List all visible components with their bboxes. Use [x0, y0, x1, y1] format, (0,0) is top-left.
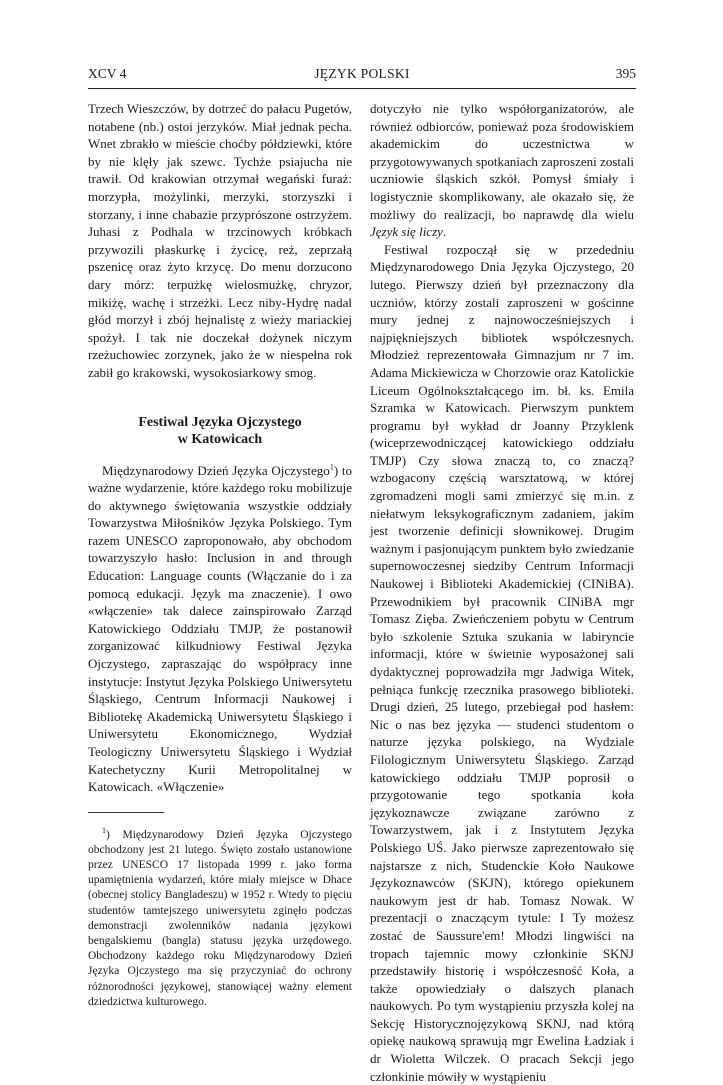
left-column: [88, 100, 352, 1010]
volume-label: XCV 4: [88, 66, 127, 81]
paragraph-intro: [88, 462, 352, 796]
page-number: 395: [615, 66, 636, 81]
running-header: [88, 66, 636, 88]
footnote-text: ) Międzynarodowy Dzień Języka Ojczystego obchodzony jest 21 lutego. Święto zostało ustanowione przez UNESCO 17 listopada 1999 r. jako forma upamiętnienia wydarzeń, które miały miejsce w Dhace (obecnej stolicy Bangladeszu) w 1952 r. Wtedy to pięciu studentów tamtejszego uniwersytetu zginęło podczas demonstracji zwolenników nadania językowi bengalskiemu (bangla) statusu języka urzędowego. Obchodzony każdego roku Międzynarodowy Dzień Języka Ojczystego ma się przyczyniać do ochrony różnorodności językowej, stanowiącej ważny element dziedzictwa kulturowego.: [88, 828, 352, 1008]
footnote-number: 1: [102, 825, 106, 835]
paragraph-continued-end: .: [442, 224, 447, 240]
paragraph-intro-start: Międzynarodowy Dzień Języka Ojczystego: [102, 462, 330, 478]
header-rule: [88, 88, 636, 89]
section-heading: [88, 414, 352, 448]
footnote-marker[interactable]: 1: [329, 462, 334, 472]
journal-title: JĘZYK POLSKI: [314, 66, 410, 81]
footnote-rule: [88, 812, 164, 813]
italic-phrase: Język się liczy: [370, 224, 443, 240]
footnote: [88, 823, 352, 1010]
right-column: [370, 100, 634, 1085]
paragraph-intro-rest: ) to ważne wydarzenie, które każdego roku mobilizuje do aktywnego świętowania wszystkie oddziały Towarzystwa Miłośników Języka Polskiego. Tym razem UNESCO zaproponowało, aby obchodom towarzyszyło hasło: Inclusion in and through Education: Language counts (Włączanie do i za pomocą edukacji. Język ma znaczenie). I owo «włączenie» tak dalece zainspirowało Zarząd Katowickiego Oddziału TMJP, że postanowił zorganizować kilkudniowy Festiwal Języka Ojczystego, zapraszając do współpracy inne instytucje: Instytut Języka Polskiego Uniwersytetu Śląskiego, Centrum Informacji Naukowej i Bibliotekę Akademicką Uniwersytetu Śląskiego i Uniwersytetu Ekonomicznego, Wydział Teologiczny Uniwersytetu Śląskiego i Wydział Katechetyczny Kurii Metropolitalnej w Katowicach. «Włączenie»: [88, 462, 352, 795]
paragraph-continued-text: dotyczyło nie tylko współorganizatorów, ale również odbiorców, ponieważ poza środowiskiem akademickim do uczestnictwa w przygotowywanych spotkaniach zaproszeni zostali uczniowie śląskich szkół. Pomysł śmiały i logistycznie skomplikowany, ale okazało się, że możliwy do realizacji, bo naprawdę dla wielu: [370, 101, 634, 222]
paragraph-continuation: Trzech Wieszczów, by dotrzeć do pałacu Pugetów, notabene (nb.) ostoi jerzyków. Miał jednak pecha. Wnet zbrakło w mieście choćby półdziewki, które by nie klęły jak szewc. Tychże psiajucha nie trawił. Od krakowian otrzymał wegański furaż: morzypła, możylinki, merzyki, storzyszki i storzany, i inne chabazie przyprószone ostrzyżem. Juhasi z Podhala w trzcinowych króbkach przywozili płaskurkę i życicę, reż, zeprzałą pszenicę oraz żyto krzycę. Do menu dorzucono dary mórz: terpużkę wielosmużkę, chryzor, mikiżę, wachę i strzeżki. Lecz niby-Hydrę nadal głód morzył i zbój hejnalistę z wieży mariackiej spożył. I tak nie doczekał dożynek niczym rzeżuchowiec zorzynek, jako że w niespełna rok zabił go krakowski, wysokosiarkowy smog.: [88, 101, 352, 380]
paragraph-continued: [370, 100, 634, 241]
section-heading-line-1: Festiwal Języka Ojczystego: [138, 414, 302, 430]
paragraph-festival: Festiwal rozpoczął się w przededniu Międzynarodowego Dnia Języka Ojczystego, 20 lutego. Pierwszy dzień był przeznaczony dla uczniów, którzy zostali zaproszeni w gościnne mury jednej z najnowocześniejszych i najpiękniejszych bibliotek współczesnych. Młodzież reprezentowała Gimnazjum nr 7 im. Adama Mickiewicza w Chorzowie oraz Katolickie Liceum Ogólnokształcącego im. bł. ks. Emila Szramka w Katowicach. Pierwszym punktem programu był wykład dr Joanny Przyklenk (wiceprzewodniczącej katowickiego oddziału TMJP) Czy słowa znaczą to, co znaczą? wzbogacony częścią warsztatową, w której zgromadzeni mogli sami zmierzyć się m.in. z niełatwym leksykograficznym zadaniem, jakim jest tworzenie definicji słownikowej. Drugim ważnym i pasjonującym punktem było zwiedzanie supernowoczesnej siedziby Centrum Informacji Naukowej i Biblioteki Akademickiej (CINiBA). Przewodnikiem był pracownik CINiBA mgr Tomasz Zięba. Zwieńczeniem pobytu w Centrum było szkolenie Sztuka szukania w labiryncie informacji, które w świetnie wyposażonej sali dydaktycznej poprowadziła mgr Jadwiga Witek, pełniąca funkcję rzecznika prasowego biblioteki. Drugi dzień, 25 lutego, przebiegał pod hasłem: Nic o nas bez języka — studenci studentom o naturze języka polskiego, na Wydziale Filologicznym Uniwersytetu Śląskiego. Zarząd katowickiego oddziału TMJP poprosił o przygotowanie tego spotkania koła językoznawcze związane zarówno z Towarzystwem, jak i z Instytutem Języka Polskiego UŚ. Jako pierwsze zaprezentowało się najstarsze z nich, Studenckie Koło Naukowe Językoznawców (SKJN), którego opiekunem naukowym jest dr hab. Tomasz Nowak. W prezentacji o znaczącym tytule: I Ty możesz zostać de Saussure'em! Młodzi lingwiści na tropach tajemnic mowy członkinie SKNJ przedstawiły historię i współczesność Koła, a także opowiedziały o dalszych planach naukowych. Po tym wystąpieniu przyszła kolej na Sekcję Historycznojęzykową SKNJ, nad którą opiekę naukową sprawują mgr Ewelina Ładziak i dr Wioletta Wilczek. O pracach Sekcji jego członkinie mówiły w wystąpieniu: [370, 241, 634, 1084]
section-heading-line-2: w Katowicach: [177, 431, 263, 447]
